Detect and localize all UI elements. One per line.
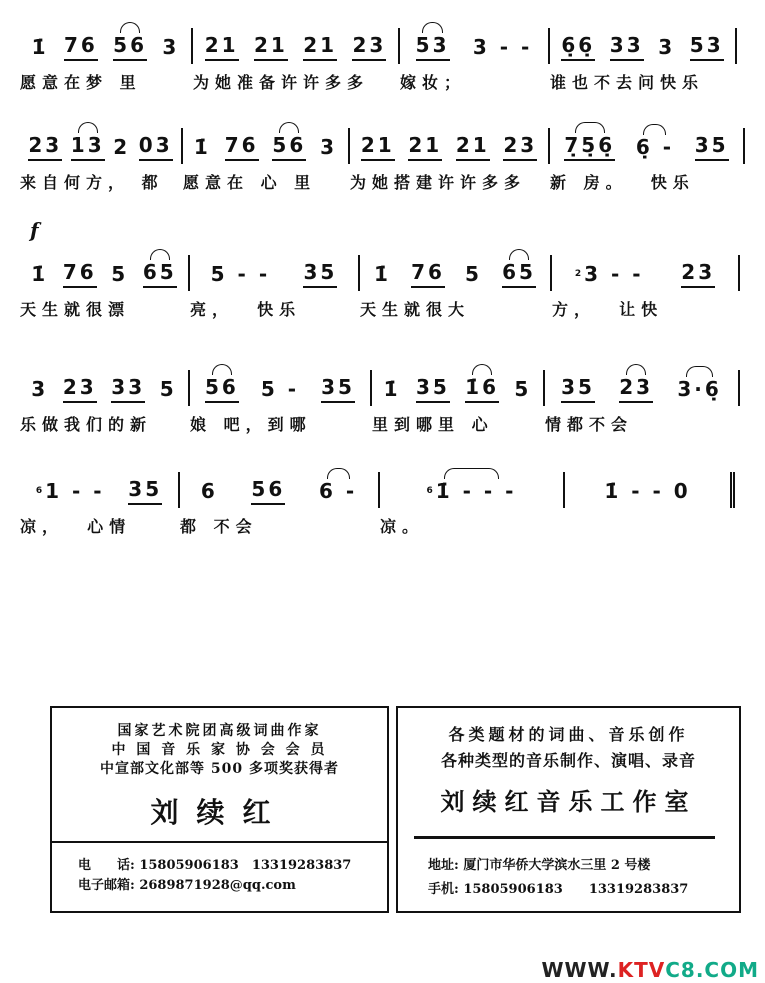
studio-services [398, 708, 739, 774]
lyric-text: 谁也不去问快乐 [550, 73, 705, 92]
note-group [319, 478, 357, 508]
note-text: 35 [303, 260, 338, 284]
note-group [502, 259, 536, 288]
note-group [408, 132, 442, 161]
note-text: 23 [503, 133, 538, 157]
note-group [677, 376, 721, 406]
note-group [303, 259, 337, 288]
lyric-text: 里到哪里 心 [372, 415, 494, 434]
note-text: 21 [455, 133, 490, 157]
note-group [695, 132, 729, 161]
note-group [427, 478, 517, 508]
measure [400, 28, 550, 64]
note-group [251, 476, 285, 505]
note-text: 1̇ [383, 377, 401, 401]
composer-titles [52, 708, 387, 779]
note-text: 6̣6̣ [561, 33, 596, 57]
note-text: 1̇ [31, 262, 49, 286]
measure [565, 472, 735, 508]
note-group [63, 259, 97, 288]
note-text: 35 [128, 477, 163, 501]
note-group [113, 134, 130, 164]
measure-row [20, 28, 750, 64]
note-group [194, 134, 211, 164]
measure [545, 370, 740, 406]
note-group [113, 32, 147, 61]
lyric-text: 来自何方， 都 [20, 173, 164, 192]
note-text: 33 [609, 33, 644, 57]
title-line: 中宣部文化部等 500 多项奖获得者 [100, 761, 339, 777]
note-text: 35 [321, 375, 355, 399]
lyric-text: 亮， 快乐 [190, 300, 302, 319]
composer-signature: 刘续红 [150, 796, 289, 829]
note-text: 56 [205, 375, 239, 399]
note-group [384, 376, 401, 406]
lyric-text: 方， 让快 [552, 300, 664, 319]
note-text: 3 [162, 35, 180, 59]
note-text: 35 [694, 133, 729, 157]
note-text: 53 [415, 33, 450, 57]
note-text: 5 [514, 377, 532, 401]
measure [550, 28, 737, 64]
note-group [411, 259, 445, 288]
note-group [205, 32, 239, 61]
note-text: 35 [561, 375, 595, 399]
note-text: 1̇6 [465, 375, 499, 399]
lyric-text: 为她准备许许多多 [193, 73, 370, 92]
measure-row [20, 370, 750, 406]
note-group [561, 32, 595, 61]
measure [360, 255, 552, 291]
note-text: 3 [658, 35, 676, 59]
note-text: 1̇ - - 0 [604, 479, 691, 503]
grace-note: 2 [574, 269, 585, 279]
note-group [36, 478, 105, 508]
note-text: 23 [619, 375, 654, 399]
measure [550, 128, 745, 164]
lyric-text: 天生就很漂 [20, 300, 131, 319]
note-text: 33 [111, 375, 146, 399]
measure [380, 472, 565, 508]
note-text: 21 [408, 133, 443, 157]
note-group [575, 261, 644, 291]
note-group [303, 32, 337, 61]
measure [183, 128, 350, 164]
measure [190, 370, 372, 406]
dynamic-mark: f [30, 218, 39, 242]
watermark-part: WWW. [541, 958, 618, 982]
note-group [31, 261, 48, 291]
note-group [321, 374, 355, 403]
note-group [111, 261, 128, 291]
email-text: 电子邮箱: 2689871928@qq.com [78, 878, 296, 893]
note-text: 3 [31, 377, 49, 401]
note-group [139, 132, 173, 161]
lyric-text [565, 514, 735, 537]
lyric-text: 新 房。 快乐 [550, 173, 695, 192]
phone-text: 电 话: 15805906183 13319283837 [78, 858, 352, 873]
note-group [272, 132, 306, 161]
note-group [561, 374, 595, 403]
title-line: 中 国 音 乐 家 协 会 会 员 [111, 742, 328, 758]
note-text: 76 [63, 33, 98, 57]
note-text: 5 [111, 262, 129, 286]
note-text: 3·6̣ [677, 377, 722, 401]
lyric-text: 乐做我们的新 [20, 415, 153, 434]
grace-note: 6 [35, 486, 46, 496]
note-group [201, 478, 218, 508]
note-text: 1̇ - - - [435, 479, 517, 503]
watermark-part: KTV [617, 958, 666, 982]
measure [350, 128, 550, 164]
studio-name: 刘续红音乐工作室 [440, 787, 697, 816]
service-line: 各类题材的词曲、音乐创作 [448, 725, 689, 744]
note-text: 76 [411, 260, 445, 284]
watermark-part: C8.COM [665, 958, 759, 982]
note-text: 23 [62, 375, 97, 399]
lyric-text: 愿意在 心 里 [183, 173, 317, 192]
studio-info-box [396, 706, 741, 913]
mobile-text: 手机: 15805906183 13319283837 [428, 882, 689, 897]
note-text: 5 - - [210, 262, 271, 286]
measure [180, 472, 380, 508]
note-group [64, 32, 98, 61]
note-group [143, 259, 177, 288]
measure-row [20, 472, 750, 508]
measure [193, 28, 400, 64]
note-group [690, 32, 724, 61]
measure [20, 255, 190, 291]
score-line-1 [20, 28, 750, 108]
note-group [28, 132, 62, 161]
note-group [261, 376, 299, 406]
note-group [473, 34, 532, 64]
note-text: 6 - [318, 479, 358, 503]
note-text: 53 [689, 33, 724, 57]
title-line: 国家艺术院团高级词曲作家 [117, 723, 322, 739]
note-text: 65 [502, 260, 536, 284]
note-text: 35 [415, 375, 450, 399]
note-group [636, 134, 674, 164]
note-text: 1̇ [374, 262, 391, 286]
note-group [211, 261, 270, 291]
note-text: 3 - - [472, 35, 533, 59]
lyrics-row [20, 514, 750, 537]
note-group [374, 261, 391, 291]
note-group [205, 374, 239, 403]
note-group [254, 32, 288, 61]
measure-row [20, 255, 750, 291]
lyrics-row [20, 412, 750, 435]
lyrics-row [20, 170, 750, 193]
lyric-text: 为她搭建许许多多 [350, 173, 527, 192]
note-text: 5 - [260, 377, 300, 401]
measure [20, 472, 180, 508]
note-group [32, 34, 49, 64]
service-line: 各种类型的音乐制作、演唱、录音 [440, 751, 696, 770]
note-text: 5 [465, 262, 482, 286]
note-text: 21 [204, 33, 239, 57]
note-text: 65 [142, 260, 177, 284]
note-text: 23 [352, 33, 387, 57]
note-group [320, 134, 337, 164]
score-line-5 [20, 472, 750, 552]
note-group [465, 261, 482, 291]
note-text: 3 [320, 135, 338, 159]
note-text: 76 [62, 260, 97, 284]
note-text: 1 - - [45, 479, 105, 503]
measure-row [20, 128, 750, 164]
divider [52, 841, 387, 843]
note-text: 23 [681, 260, 716, 284]
note-group [160, 376, 177, 406]
lyric-text: 凉。 [380, 517, 425, 536]
measure [20, 28, 193, 64]
note-group [361, 132, 395, 161]
note-group [681, 259, 715, 288]
lyric-text: 都 不会 [180, 517, 258, 536]
note-group [514, 376, 531, 406]
note-group [225, 132, 259, 161]
note-group [416, 32, 450, 61]
score-line-4 [20, 370, 750, 450]
note-text: 21 [360, 133, 395, 157]
note-text: 03 [138, 133, 173, 157]
note-text: 7̣5̣6̣ [564, 133, 616, 157]
note-text: 6 [200, 479, 218, 503]
note-group [31, 376, 48, 406]
note-group [63, 374, 97, 403]
note-text: 23 [28, 133, 63, 157]
measure [552, 255, 740, 291]
note-group [465, 374, 499, 403]
note-group [352, 32, 386, 61]
measure [20, 370, 190, 406]
composer-info-box [50, 706, 389, 913]
measure [20, 128, 183, 164]
note-text: 6̣ - [635, 135, 675, 159]
note-group [564, 132, 615, 161]
lyric-text: 嫁妆； [400, 73, 467, 92]
note-group [456, 132, 490, 161]
note-group [111, 374, 145, 403]
note-text: 3 - - [584, 262, 644, 286]
studio-contact [398, 848, 688, 900]
note-group [416, 374, 450, 403]
divider [414, 836, 715, 839]
note-group [604, 478, 690, 508]
note-text: 21 [303, 33, 338, 57]
lyric-text: 凉， 心情 [20, 517, 132, 536]
note-text: 76 [224, 133, 259, 157]
note-text: 56 [272, 133, 307, 157]
note-text: 1̇ [31, 35, 49, 59]
score-line-3 [20, 255, 750, 335]
address-text: 地址: 厦门市华侨大学滨水三里 2 号楼 [428, 858, 651, 873]
note-group [658, 34, 675, 64]
note-group [610, 32, 644, 61]
lyric-text: 情都不会 [545, 415, 634, 434]
lyrics-row [20, 297, 750, 320]
note-text: 1̇ [193, 135, 211, 159]
measure [372, 370, 545, 406]
note-group [162, 34, 179, 64]
lyric-text: 娘 吧，到哪 [190, 415, 312, 434]
lyric-text: 愿意在梦 里 [20, 73, 142, 92]
note-text: 56 [113, 33, 147, 57]
watermark [541, 958, 759, 982]
note-group [128, 476, 162, 505]
note-group [619, 374, 653, 403]
measure [190, 255, 360, 291]
note-group [71, 132, 105, 161]
note-text: 2 [113, 135, 131, 159]
contact-info [52, 848, 351, 896]
note-text: 21 [253, 33, 288, 57]
note-text: 5 [159, 377, 177, 401]
grace-note: 6 [426, 486, 436, 496]
note-text: 13 [70, 133, 105, 157]
note-text: 56 [251, 477, 286, 501]
note-group [503, 132, 537, 161]
score-line-2 [20, 128, 750, 208]
lyric-text: 天生就很大 [360, 300, 471, 319]
lyrics-row [20, 70, 750, 93]
